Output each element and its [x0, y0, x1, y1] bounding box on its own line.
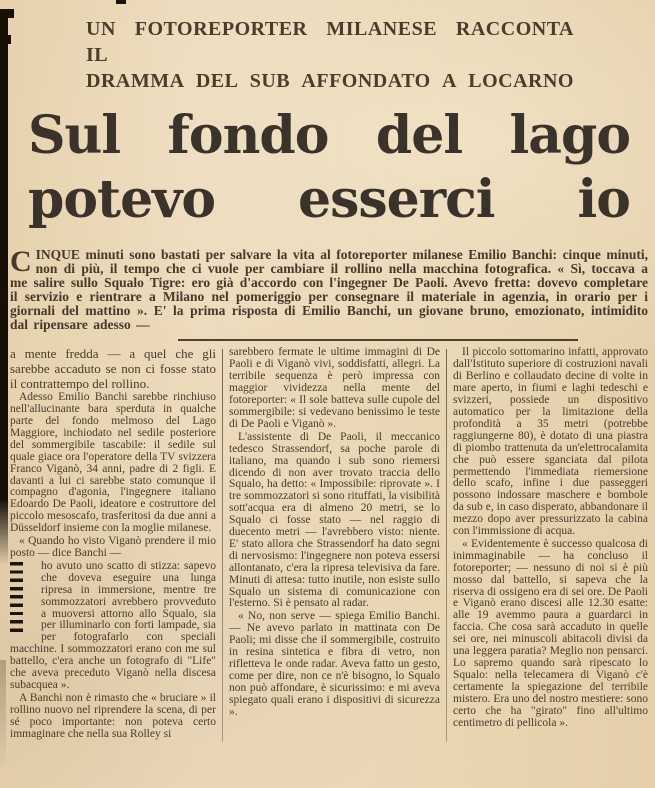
scan-dash-artifact	[10, 562, 36, 634]
main-headline	[10, 104, 648, 232]
left-edge-scan-stub	[0, 9, 14, 18]
paragraph: « Quando ho visto Viganò prendere il mio posto — dice Banchi —	[10, 535, 216, 559]
paragraph	[10, 561, 216, 692]
column-3	[453, 347, 648, 741]
paragraph: A Banchi non è rimasto che « bruciare » il rollino nuovo nel riprendere la scena, di per sé poco importante: non poteva certo immaginare che nella sua Rolley si	[10, 691, 216, 740]
paragraph-text: ho avuto uno scatto di stizza: sapevo che doveva eseguire una lunga ripresa in immersione, mentre tre sommozzatori avrebbero provveduto a muoversi attorno allo Squalo, sia per illuminarlo con forti lampade, sia per fotografarlo con speciali macchine. I sommozzatori erano con me sul battello, c'era anche un fotografo di "Life" che aveva preceduto Viganò nella discesa subacquea ».	[10, 559, 216, 691]
left-edge-scan-stub	[0, 35, 11, 44]
headline-line-1: Sul fondo del lago	[28, 105, 630, 166]
kicker-line-1: UN FOTOREPORTER MILANESE RACCONTA IL	[86, 18, 574, 66]
drop-cap: C	[10, 245, 32, 278]
column-2	[229, 347, 440, 741]
headline-line-2: potevo esserci io	[28, 169, 630, 230]
left-edge-scan-smudge	[0, 660, 6, 770]
kicker-line-2: DRAMMA DEL SUB AFFONDATO A LOCARNO	[86, 70, 574, 92]
paragraph: « No, non serve — spiega Emilio Banchi. — Ne avevo parlato in mattinata con De Paoli; mi disse che il sommergibile, costruito in resina sintetica e fibra di vetro, non rifletteva le onde radar. Aveva fatto un gesto, come per dire, non ce n'è bisogno, lo Squalo non può affondare, è sicurissimo: e mi aveva spiegato quali erano i dispositivi di sicurezza ».	[229, 610, 440, 718]
lead-paragraph	[10, 245, 648, 332]
article	[10, 0, 648, 742]
paragraph: L'assistente di De Paoli, il meccanico tedesco Strassendorf, sa poche parole di italiano, ma quando i sub sono riemersi dicendo di non aver trovato traccia dello Squalo, ha detto: « Impossibile: riprovate ». I tre sommozzatori si sono rituffati, la visibilità sott'acqua era di almeno 20 metri, se lo Squalo ci fosse stato — nel raggio di duecento metri — l'avrebbero visto: niente. E' stato allora che Strassendorf ha dato segni di nervosismo: l'ingegnere non poteva essersi allontanato, c'era la ripresa televisiva da fare. Minuti di attesa: tutto inutile, non esiste sullo Squalo un sistema di comunicazione con l'esterno. Si è pensato al radar.	[229, 430, 440, 610]
column-top-rule	[178, 339, 578, 341]
paragraph: Il piccolo sottomarino infatti, approvato dall'Istituto superiore di costruzioni navali di Berlino e collaudato decine di volte in mare aperto, in fiumi e laghi tedeschi e svizzeri, possiede un dispositivo automatico per la limitazione della profondità a 35 metri (potrebbe raggiungerne 80), è dotato di una piastra di piombo trattenuta da un'elettrocalamita che può essere sganciata dal pilota permettendo l'immediata riemersione dello scafo, infine i due passeggeri possono indossare maschere e bombole da sub e, in caso disperato, abbandonare il mezzo dopo aver pressurizzato la cabina con l'immissione di acqua.	[453, 346, 648, 538]
column-divider-1	[222, 349, 223, 741]
paragraph: a mente fredda — a quel che gli sarebbe accaduto se non ci fosse stato il contrattempo del rollino.	[10, 346, 216, 391]
left-edge-scan-bar	[0, 9, 8, 565]
paragraph: sarebbero fermate le ultime immagini di De Paoli e di Viganò vivi, soddisfatti, allegri. La terribile sequenza è però impressa con maggior vividezza nella mente del fotoreporter: « Il sole batteva sulle cupole del sommergibile: si vedevano benissimo le teste di De Paoli e Viganò ».	[229, 346, 440, 430]
article-body	[10, 347, 648, 741]
kicker-headline	[86, 16, 574, 94]
paragraph: Adesso Emilio Banchi sarebbe rinchiuso nell'allucinante bara sperduta in qualche parte del fondo melmoso del Lago Maggiore, inchiodato nel sedile posteriore del sommergibile tascabile: il sedile sul quale giace ora l'operatore della TV svizzera Franco Viganò, 34 anni, padre di 2 figli. E davanti a lui ci sarebbe stato comunque il compagno d'agonia, l'ingegnere italiano Edoardo De Paoli, ideatore e costruttore del piccolo mesoscafo, trasferitosi da due anni a Düsseldorf insieme con la moglie milanese.	[10, 391, 216, 535]
column-divider-2	[446, 349, 447, 741]
column-1	[10, 347, 216, 741]
top-edge-scan-mark	[116, 0, 126, 4]
paragraph: « Evidentemente è successo qualcosa di inimmaginabile — ha concluso il fotoreporter; — nessuno di noi si è più mosso dal battello, si sapeva che la riserva di ossigeno era di sei ore. De Paoli e Viganò erano discesi alle 12.30 esatte: alle 19 avemmo paura a guardarci in faccia. Che cosa sarà accaduto in quelle sei ore, nei minuscoli abitacoli divisi da una leggera paratia? Meglio non pensarci. Lo sapremo quando sarà ripescato lo Squalo: nella telecamera di Viganò c'è certamente la spiegazione del terribile mistero. Era uno del nostro mestiere: sono certo che ha "girato" fino all'ultimo centimetro di pellicola ».	[453, 537, 648, 729]
lead-text: INQUE minuti sono bastati per salvare la vita al fotoreporter milanese Emilio Banchi: cinque minuti, non di più, il tempo che ci vuole per cambiare il rollino nella macchina fotografica. « Sì, toccava a me salire sullo Squalo Tigre: ero già d'accordo con l'ingegner De Paoli. Avevo fretta: dovevo completare il servizio e rientrare a Milano nel pomeriggio per consegnare il materiale in agenzia, in orario per i giornali del mattino ». E' la prima risposta di Emilio Banchi, un giovane bruno, emozionato, intimidito dal ripensare adesso —	[10, 247, 648, 332]
